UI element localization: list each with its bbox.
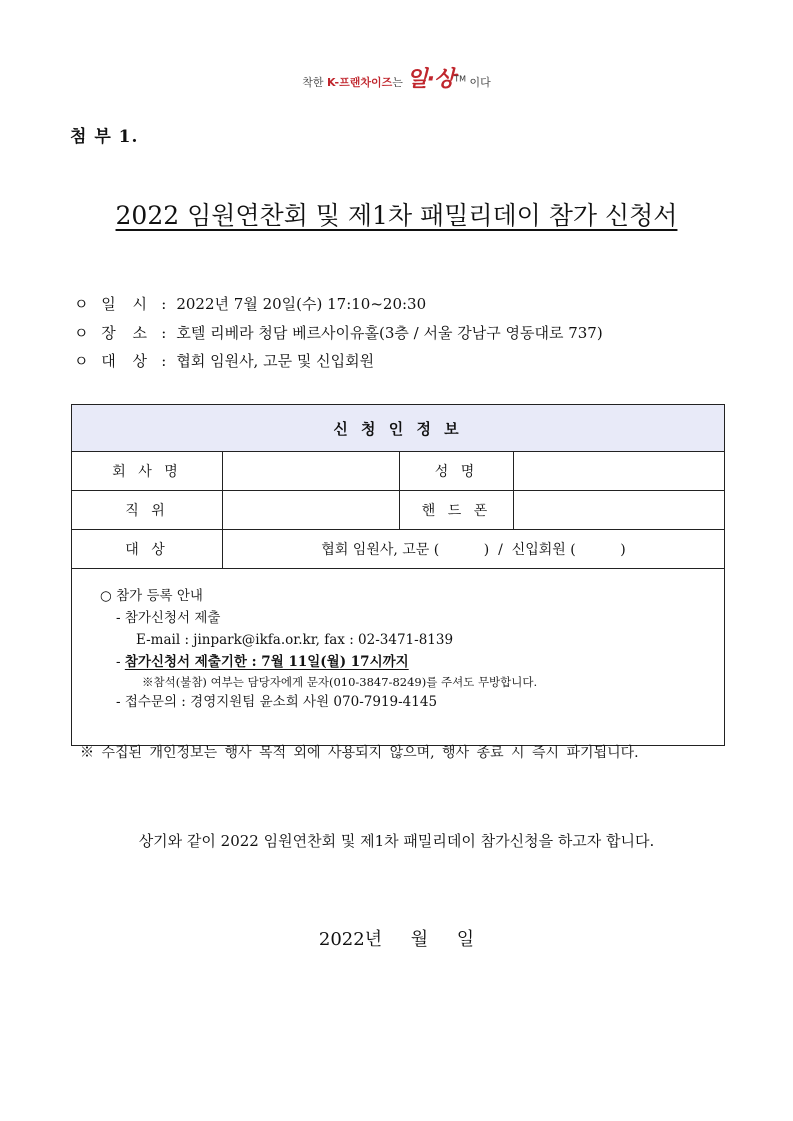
info-value: 호텔 리베라 청담 베르사이유홀(3층 / 서울 강남구 영동대로 737) [176,324,603,342]
registration-guide [72,569,725,746]
guide-note: ※참석(불참) 여부는 담당자에게 문자(010-3847-8249)를 주셔도 무방합니다. [142,675,538,689]
name-label: 성 명 [400,452,514,491]
statement: 상기와 같이 2022 임원연찬회 및 제1차 패밀리데이 참가신청을 하고자 합니다. [138,832,655,850]
guide-submit: - 참가신청서 제출 [116,610,221,626]
logo-brand: K-프랜차이즈 [326,76,393,89]
bullet-icon: ㅇ [74,324,89,342]
target-choice-field[interactable]: 협회 임원사, 고문 ( ) / 신입회원 ( ) [223,530,725,569]
info-value: 2022년 7월 20일(수) 17:10~20:30 [176,295,427,313]
phone-label: 핸 드 폰 [400,491,514,530]
date-line: 2022년 월 일 [318,929,475,950]
info-row-target: ㅇ 대 상 : 협회 임원사, 고문 및 신입회원 [74,352,375,370]
guide-inquiry: - 접수문의 : 경영지원팀 윤소희 사원 070-7919-4145 [116,694,438,710]
bullet-icon: ㅇ [74,352,89,370]
position-field[interactable] [223,491,400,530]
header-logo [0,62,793,93]
logo-pre: 착한 [302,76,327,89]
name-field[interactable] [514,452,725,491]
company-label: 회 사 명 [72,452,223,491]
application-form [71,404,725,746]
logo-post: 이다 [466,76,491,89]
info-value: 협회 임원사, 고문 및 신입회원 [176,352,375,370]
position-label: 직 위 [72,491,223,530]
company-field[interactable] [223,452,400,491]
info-key: 일 시 [101,295,154,313]
page-title [0,196,793,232]
page-title-text: 2022 임원연찬회 및 제1차 패밀리데이 참가 신청서 [115,201,678,230]
info-key: 대 상 [101,352,154,370]
info-row-venue: ㅇ 장 소 : 호텔 리베라 청담 베르사이유홀(3층 / 서울 강남구 영동대로 737) [74,324,603,342]
deadline-prefix: - [116,654,125,670]
target-label: 대 상 [72,530,223,569]
guide-deadline [100,651,724,673]
guide-contact: E-mail : jinpark@ikfa.or.kr, fax : 02-3471-8139 [136,632,454,648]
guide-title: ○ 참가 등록 안내 [100,588,203,604]
bullet-icon: ㅇ [74,295,89,313]
info-row-date: ㅇ 일 시 : 2022년 7월 20일(수) 17:10~20:30 [74,295,427,313]
deadline-text: 참가신청서 제출기한 : 7월 11일(월) 17시까지 [124,654,409,670]
logo-mid: 는 [392,76,407,89]
attachment-label: 첨 부 1. [70,127,139,147]
logo-tm: TM [454,74,467,84]
info-key: 장 소 [101,324,154,342]
form-header: 신 청 인 정 보 [72,405,725,452]
logo-big: 일·상 [406,67,455,92]
privacy-note: ※ 수집된 개인정보는 행사 목적 외에 사용되지 않으며, 행사 종료 시 즉시 파기됩니다. [80,745,639,761]
phone-field[interactable] [514,491,725,530]
